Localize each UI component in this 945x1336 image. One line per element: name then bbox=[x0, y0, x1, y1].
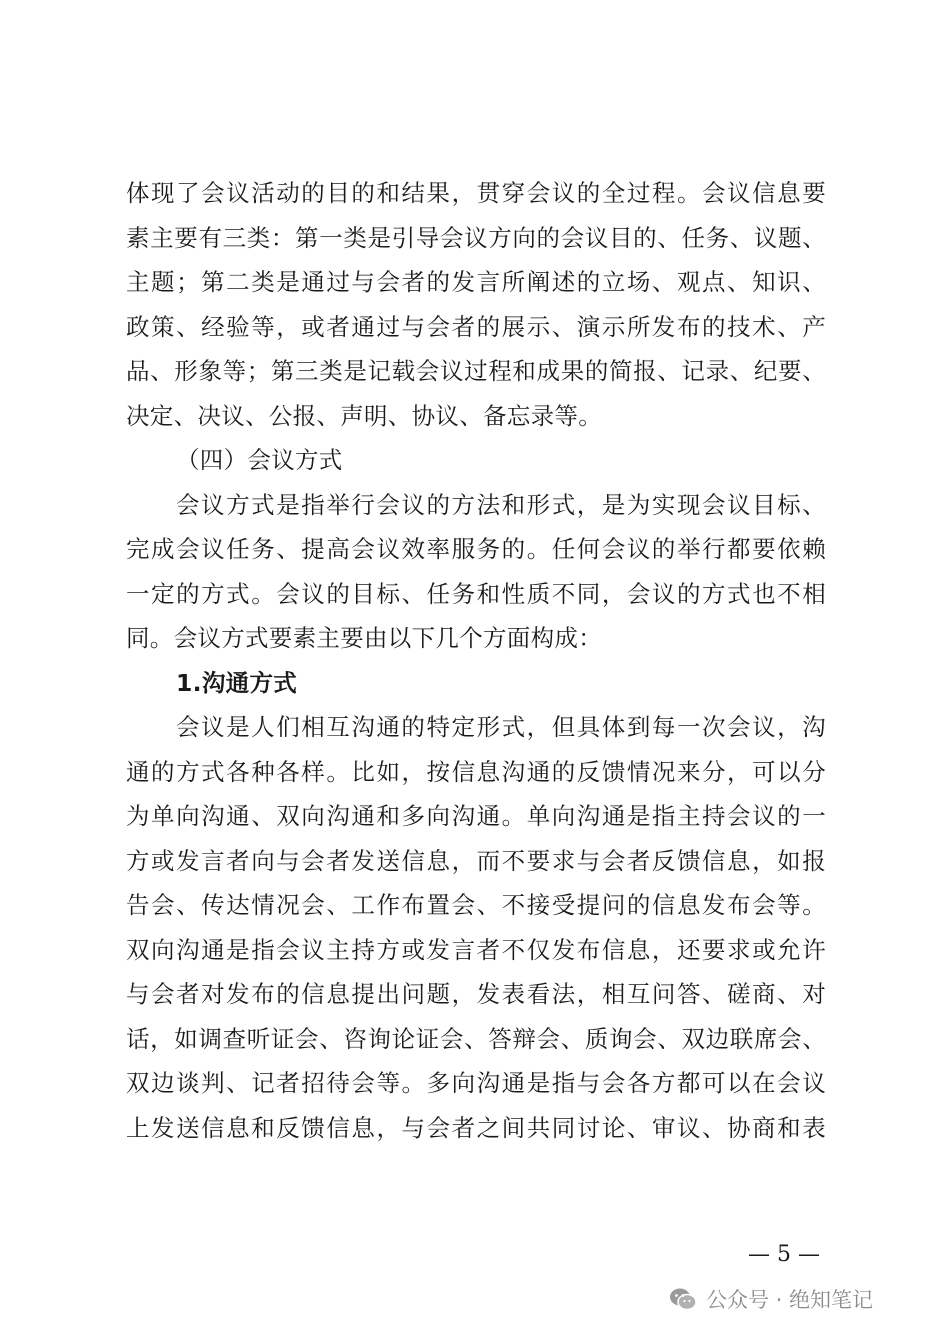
section-heading: （四）会议方式 bbox=[176, 446, 343, 474]
paragraph-line: 体现了会议活动的目的和结果，贯穿会议的全过程。会议信息要 bbox=[126, 179, 826, 207]
paragraph-line: 同。会议方式要素主要由以下几个方面构成： bbox=[126, 624, 602, 652]
paragraph-line: 品、形象等；第三类是记载会议过程和成果的简报、记录、纪要、 bbox=[126, 357, 826, 385]
paragraph-line: 素主要有三类：第一类是引导会议方向的会议目的、任务、议题、 bbox=[126, 224, 826, 252]
paragraph-line: 告会、传达情况会、工作布置会、不接受提问的信息发布会等。 bbox=[126, 891, 826, 919]
paragraph-line: 决定、决议、公报、声明、协议、备忘录等。 bbox=[126, 402, 602, 430]
paragraph-line: 方或发言者向与会者发送信息，而不要求与会者反馈信息，如报 bbox=[126, 847, 826, 875]
paragraph-line: 完成会议任务、提高会议效率服务的。任何会议的举行都要依赖 bbox=[126, 535, 826, 563]
paragraph-line: 上发送信息和反馈信息，与会者之间共同讨论、审议、协商和表 bbox=[126, 1114, 826, 1142]
watermark bbox=[668, 1282, 873, 1316]
paragraph-line: 一定的方式。会议的目标、任务和性质不同，会议的方式也不相 bbox=[126, 580, 826, 608]
paragraph-line: 双边谈判、记者招待会等。多向沟通是指与会各方都可以在会议 bbox=[126, 1069, 826, 1097]
paragraph-line: 为单向沟通、双向沟通和多向沟通。单向沟通是指主持会议的一 bbox=[126, 802, 826, 830]
subsection-heading: 1.沟通方式 bbox=[176, 669, 298, 697]
watermark-text: 公众号 · 绝知笔记 bbox=[706, 1288, 874, 1312]
paragraph-line: 会议方式是指举行会议的方法和形式，是为实现会议目标、 bbox=[176, 491, 826, 519]
paragraph-line: 主题；第二类是通过与会者的发言所阐述的立场、观点、知识、 bbox=[126, 268, 826, 296]
paragraph-line: 双向沟通是指会议主持方或发言者不仅发布信息，还要求或允许 bbox=[126, 936, 826, 964]
paragraph-line: 会议是人们相互沟通的特定形式，但具体到每一次会议，沟 bbox=[176, 713, 826, 741]
paragraph-line: 政策、经验等，或者通过与会者的展示、演示所发布的技术、产 bbox=[126, 313, 826, 341]
paragraph-line: 话，如调查听证会、咨询论证会、答辩会、质询会、双边联席会、 bbox=[126, 1025, 826, 1053]
paragraph-line: 与会者对发布的信息提出问题，发表看法，相互问答、磋商、对 bbox=[126, 980, 826, 1008]
paragraph-line: 通的方式各种各样。比如，按信息沟通的反馈情况来分，可以分 bbox=[126, 758, 826, 786]
page-number: — 5 — bbox=[748, 1242, 820, 1267]
wechat-icon bbox=[668, 1284, 698, 1314]
